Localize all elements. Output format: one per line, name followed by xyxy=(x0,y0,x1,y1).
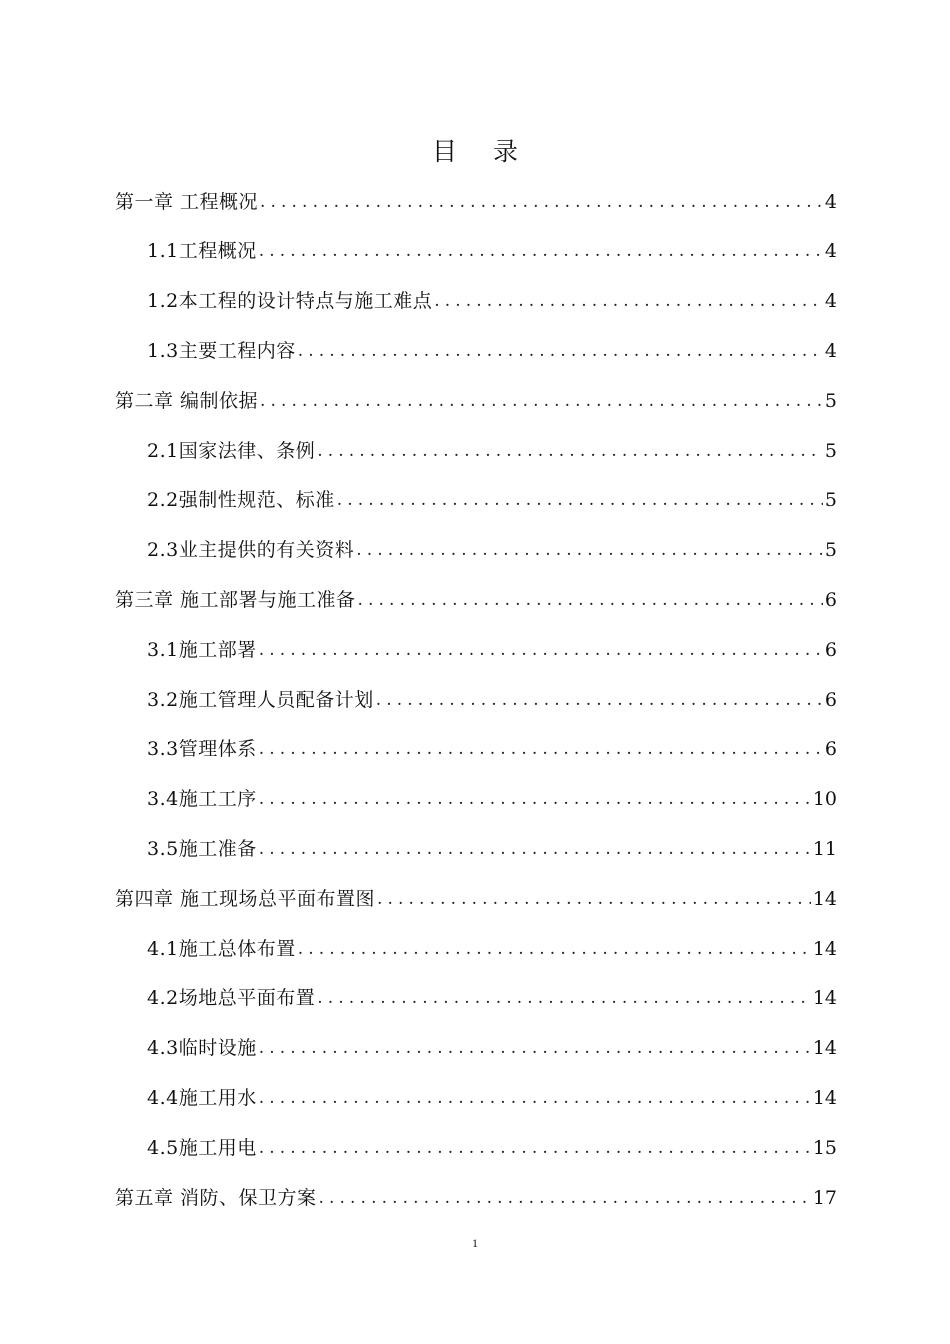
toc-page-number: 4 xyxy=(824,190,837,213)
toc-entry-label: 4.5施工用电 xyxy=(147,1136,257,1159)
toc-section-entry[interactable] xyxy=(147,1123,837,1173)
toc-entry-label: 4.1施工总体布置 xyxy=(147,937,296,960)
toc-page-number: 11 xyxy=(812,837,837,860)
toc-page-number: 5 xyxy=(824,439,837,462)
toc-entry-label: 第四章 施工现场总平面布置图 xyxy=(115,887,376,910)
toc-page-number: 6 xyxy=(824,638,837,661)
toc-dot-leader xyxy=(358,592,823,609)
toc-entry-label: 2.3业主提供的有关资料 xyxy=(147,539,355,562)
toc-chapter-entry[interactable] xyxy=(115,874,837,924)
toc-page-number: 6 xyxy=(824,588,837,611)
toc-section-entry[interactable] xyxy=(147,476,837,526)
toc-page-number: 14 xyxy=(812,937,837,960)
toc-dot-leader xyxy=(259,1090,811,1107)
toc-section-entry[interactable] xyxy=(147,277,837,327)
toc-page-number: 5 xyxy=(824,539,837,562)
toc-page-number: 15 xyxy=(812,1136,837,1159)
toc-section-entry[interactable] xyxy=(147,775,837,825)
toc-entry-label: 第五章 消防、保卫方案 xyxy=(115,1186,317,1209)
toc-section-entry[interactable] xyxy=(147,1024,837,1074)
toc-entry-label: 第一章 工程概况 xyxy=(115,190,259,213)
toc-entry-label: 第三章 施工部署与施工准备 xyxy=(115,588,356,611)
toc-dot-leader xyxy=(298,941,811,958)
toc-section-entry[interactable] xyxy=(147,326,837,376)
toc-entry-label: 2.1国家法律、条例 xyxy=(147,439,316,462)
toc-chapter-entry[interactable] xyxy=(115,575,837,625)
toc-entry-label: 第二章 编制依据 xyxy=(115,389,259,412)
toc-dot-leader xyxy=(319,1190,811,1207)
toc-page-number: 4 xyxy=(824,240,837,263)
toc-page-number: 4 xyxy=(824,339,837,362)
toc-section-entry[interactable] xyxy=(147,974,837,1024)
toc-page-number: 10 xyxy=(812,788,837,811)
toc-dot-leader xyxy=(337,492,823,509)
toc-section-entry[interactable] xyxy=(147,526,837,576)
toc-entry-label: 1.2本工程的设计特点与施工难点 xyxy=(147,290,433,313)
toc-page-number: 14 xyxy=(812,1086,837,1109)
toc-entry-label: 2.2强制性规范、标准 xyxy=(147,489,335,512)
toc-dot-leader xyxy=(298,343,823,360)
toc-section-entry[interactable] xyxy=(147,1073,837,1123)
toc-dot-leader xyxy=(259,642,823,659)
toc-entry-label: 4.4施工用水 xyxy=(147,1086,257,1109)
toc-page-number: 5 xyxy=(824,489,837,512)
toc-section-entry[interactable] xyxy=(147,675,837,725)
toc-entry-label: 4.3临时设施 xyxy=(147,1037,257,1060)
toc-dot-leader xyxy=(377,891,811,908)
toc-dot-leader xyxy=(259,741,823,758)
toc-section-entry[interactable] xyxy=(147,924,837,974)
toc-dot-leader xyxy=(260,393,823,410)
toc-entry-label: 3.5施工准备 xyxy=(147,837,257,860)
toc-entry-label: 3.1施工部署 xyxy=(147,638,257,661)
toc-entry-label: 4.2场地总平面布置 xyxy=(147,987,316,1010)
toc-dot-leader xyxy=(317,990,811,1007)
toc-chapter-entry[interactable] xyxy=(115,376,837,426)
toc-chapter-entry[interactable] xyxy=(115,177,837,227)
toc-dot-leader xyxy=(376,692,823,709)
toc-dot-leader xyxy=(260,194,823,211)
toc-entry-label: 1.3主要工程内容 xyxy=(147,339,296,362)
page-number: 1 xyxy=(472,1236,478,1250)
toc-entry-label: 3.2施工管理人员配备计划 xyxy=(147,688,374,711)
toc-dot-leader xyxy=(259,1140,811,1157)
page-title: 目 录 xyxy=(432,137,532,166)
toc-page-number: 14 xyxy=(812,887,837,910)
toc-page-number: 6 xyxy=(824,688,837,711)
toc-page-number: 6 xyxy=(824,738,837,761)
toc-dot-leader xyxy=(259,791,811,808)
toc-page-number: 14 xyxy=(812,1037,837,1060)
toc-section-entry[interactable] xyxy=(147,426,837,476)
toc-section-entry[interactable] xyxy=(147,227,837,277)
toc-section-entry[interactable] xyxy=(147,725,837,775)
toc-entry-label: 3.3管理体系 xyxy=(147,738,257,761)
toc-page-number: 17 xyxy=(812,1186,837,1209)
toc-dot-leader xyxy=(259,243,823,260)
toc-dot-leader xyxy=(317,443,823,460)
toc-entry-label: 3.4施工工序 xyxy=(147,788,257,811)
toc-page-number: 14 xyxy=(812,987,837,1010)
toc-dot-leader xyxy=(356,542,823,559)
toc-page-number: 4 xyxy=(824,290,837,313)
toc-chapter-entry[interactable] xyxy=(115,1173,837,1223)
toc-page-number: 5 xyxy=(824,389,837,412)
toc-dot-leader xyxy=(259,841,811,858)
toc-dot-leader xyxy=(259,1040,811,1057)
toc-section-entry[interactable] xyxy=(147,824,837,874)
toc-section-entry[interactable] xyxy=(147,625,837,675)
toc-dot-leader xyxy=(434,293,823,310)
toc-entry-label: 1.1工程概况 xyxy=(147,240,257,263)
